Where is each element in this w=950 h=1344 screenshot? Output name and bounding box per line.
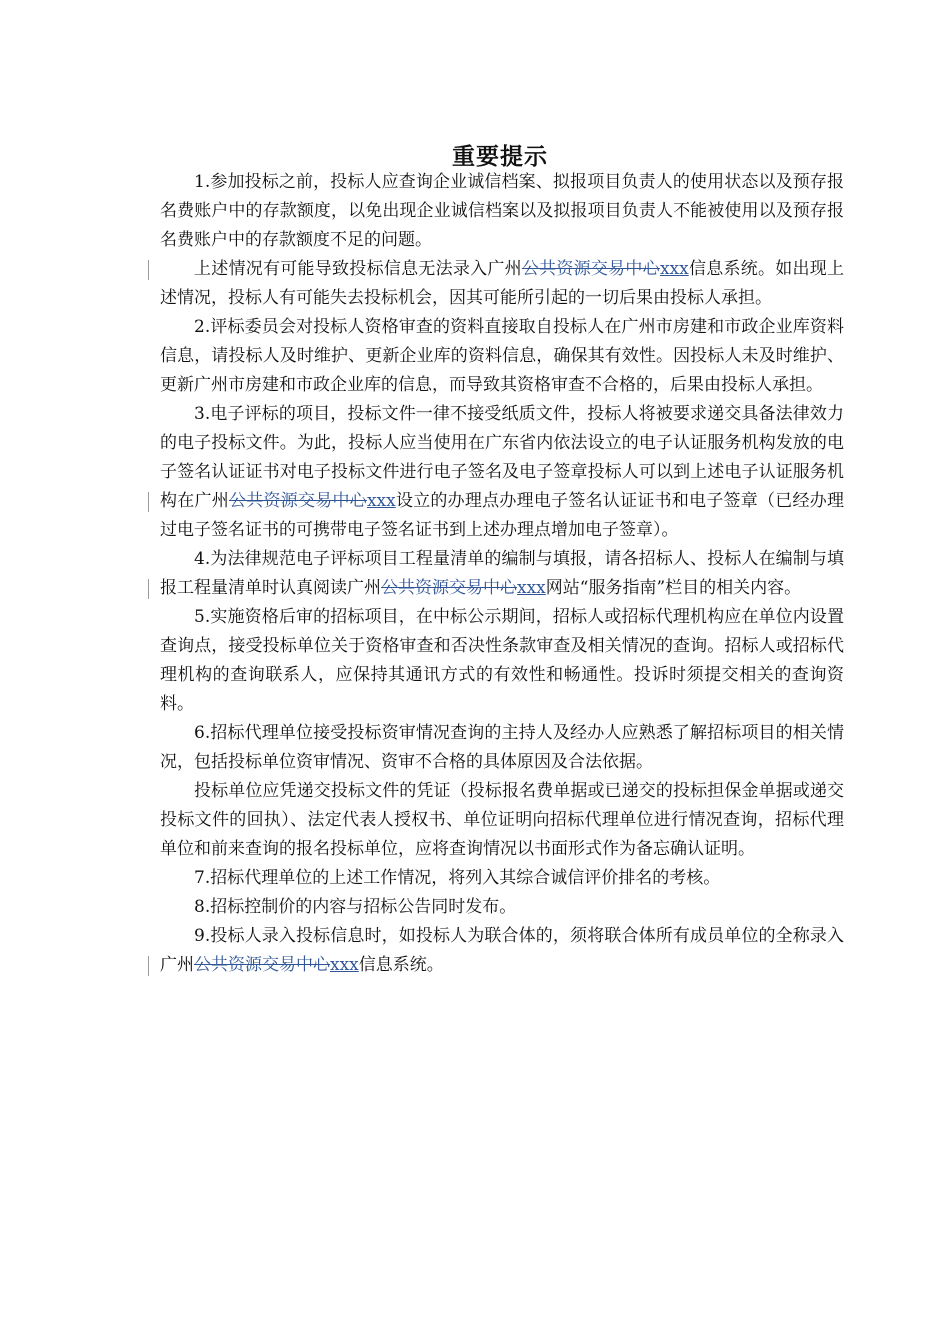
paragraph-text: 6.招标代理单位接受投标资审情况查询的主持人及经办人应熟悉了解招标项目的相关情况，包括投标单位资审情况、资审不合格的具体原因及合法依据。 <box>160 723 844 772</box>
revision-change-bar <box>148 956 149 976</box>
paragraph-5 <box>160 545 844 603</box>
paragraph-text: 8.招标控制价的内容与招标公告同时发布。 <box>194 897 517 917</box>
document-body <box>160 168 844 980</box>
inserted-text: xxx <box>330 955 359 975</box>
paragraph-8 <box>160 777 844 864</box>
inserted-text: xxx <box>659 259 689 279</box>
paragraph-11 <box>160 922 844 980</box>
paragraph-2 <box>160 255 844 313</box>
paragraph-3 <box>160 313 844 400</box>
inserted-text: xxx <box>366 491 396 511</box>
deleted-text: 公共资源交易中心 <box>521 259 660 279</box>
paragraph-text: 3.电子评标的项目，投标文件一律不接受纸质文件，投标人将被要求递交具备法律效力的电子投标文件。为此，投标人应当使用在广东省内依法设立的电子认证服务机构发放的电子签名认证证书对电子投标文件进行电子签名及电子签章投标人可以到上述电子认证服务机构在广州 <box>160 404 844 511</box>
deleted-text: 公共资源交易中心 <box>194 955 330 975</box>
revision-change-bar <box>148 579 149 599</box>
paragraph-text: 7.招标代理单位的上述工作情况，将列入其综合诚信评价排名的考核。 <box>194 868 721 888</box>
paragraph-text: 信息系统。 <box>358 955 444 975</box>
revision-change-bar <box>148 492 149 512</box>
paragraph-text: 1.参加投标之前，投标人应查询企业诚信档案、拟报项目负责人的使用状态以及预存报名费账户中的存款额度，以免出现企业诚信档案以及拟报项目负责人不能被使用以及预存报名费账户中的存款额度不足的问题。 <box>160 172 844 250</box>
inserted-text: xxx <box>517 578 546 598</box>
paragraph-6 <box>160 603 844 719</box>
paragraph-1 <box>160 168 844 255</box>
paragraph-text: 上述情况有可能导致投标信息无法录入广州 <box>194 259 522 279</box>
paragraph-text: 投标单位应凭递交投标文件的凭证（投标报名费单据或已递交的投标担保金单据或递交投标文件的回执）、法定代表人授权书、单位证明向招标代理单位进行情况查询，招标代理单位和前来查询的报名投标单位，应将查询情况以书面形式作为备忘确认证明。 <box>160 781 844 859</box>
paragraph-text: 设立的办理点办理电子签名认证证书和电子签章（已经办理过电子签名证书的可携带电子签名证书到上述办理点增加电子签章）。 <box>160 491 845 540</box>
paragraph-text: 网站“服务指南”栏目的相关内容。 <box>545 578 802 598</box>
deleted-text: 公共资源交易中心 <box>381 578 517 598</box>
paragraph-4 <box>160 400 844 545</box>
paragraph-7 <box>160 719 844 777</box>
paragraph-text: 5.实施资格后审的招标项目，在中标公示期间，招标人或招标代理机构应在单位内设置查询点，接受投标单位关于资格审查和否决性条款审查及相关情况的查询。招标人或招标代理机构的查询联系人，应保持其通讯方式的有效性和畅通性。投诉时须提交相关的查询资料。 <box>160 607 844 714</box>
deleted-text: 公共资源交易中心 <box>228 491 367 511</box>
document-title: 重要提示 <box>452 143 548 170</box>
paragraph-text: 4.为法律规范电子评标项目工程量清单的编制与填报，请各招标人、投标人在编制与填报工程量清单时认真阅读广州 <box>160 549 844 598</box>
revision-change-bar <box>148 260 149 280</box>
paragraph-text: 9.投标人录入投标信息时，如投标人为联合体的，须将联合体所有成员单位的全称录入广州 <box>160 926 844 975</box>
paragraph-10 <box>160 893 844 922</box>
paragraph-text: 2.评标委员会对投标人资格审查的资料直接取自投标人在广州市房建和市政企业库资料信息，请投标人及时维护、更新企业库的资料信息，确保其有效性。因投标人未及时维护、更新广州市房建和市政企业库的信息，而导致其资格审查不合格的，后果由投标人承担。 <box>160 317 844 395</box>
paragraph-text: 信息系统。如出现上述情况，投标人有可能失去投标机会，因其可能所引起的一切后果由投标人承担。 <box>160 259 845 308</box>
paragraph-9 <box>160 864 844 893</box>
